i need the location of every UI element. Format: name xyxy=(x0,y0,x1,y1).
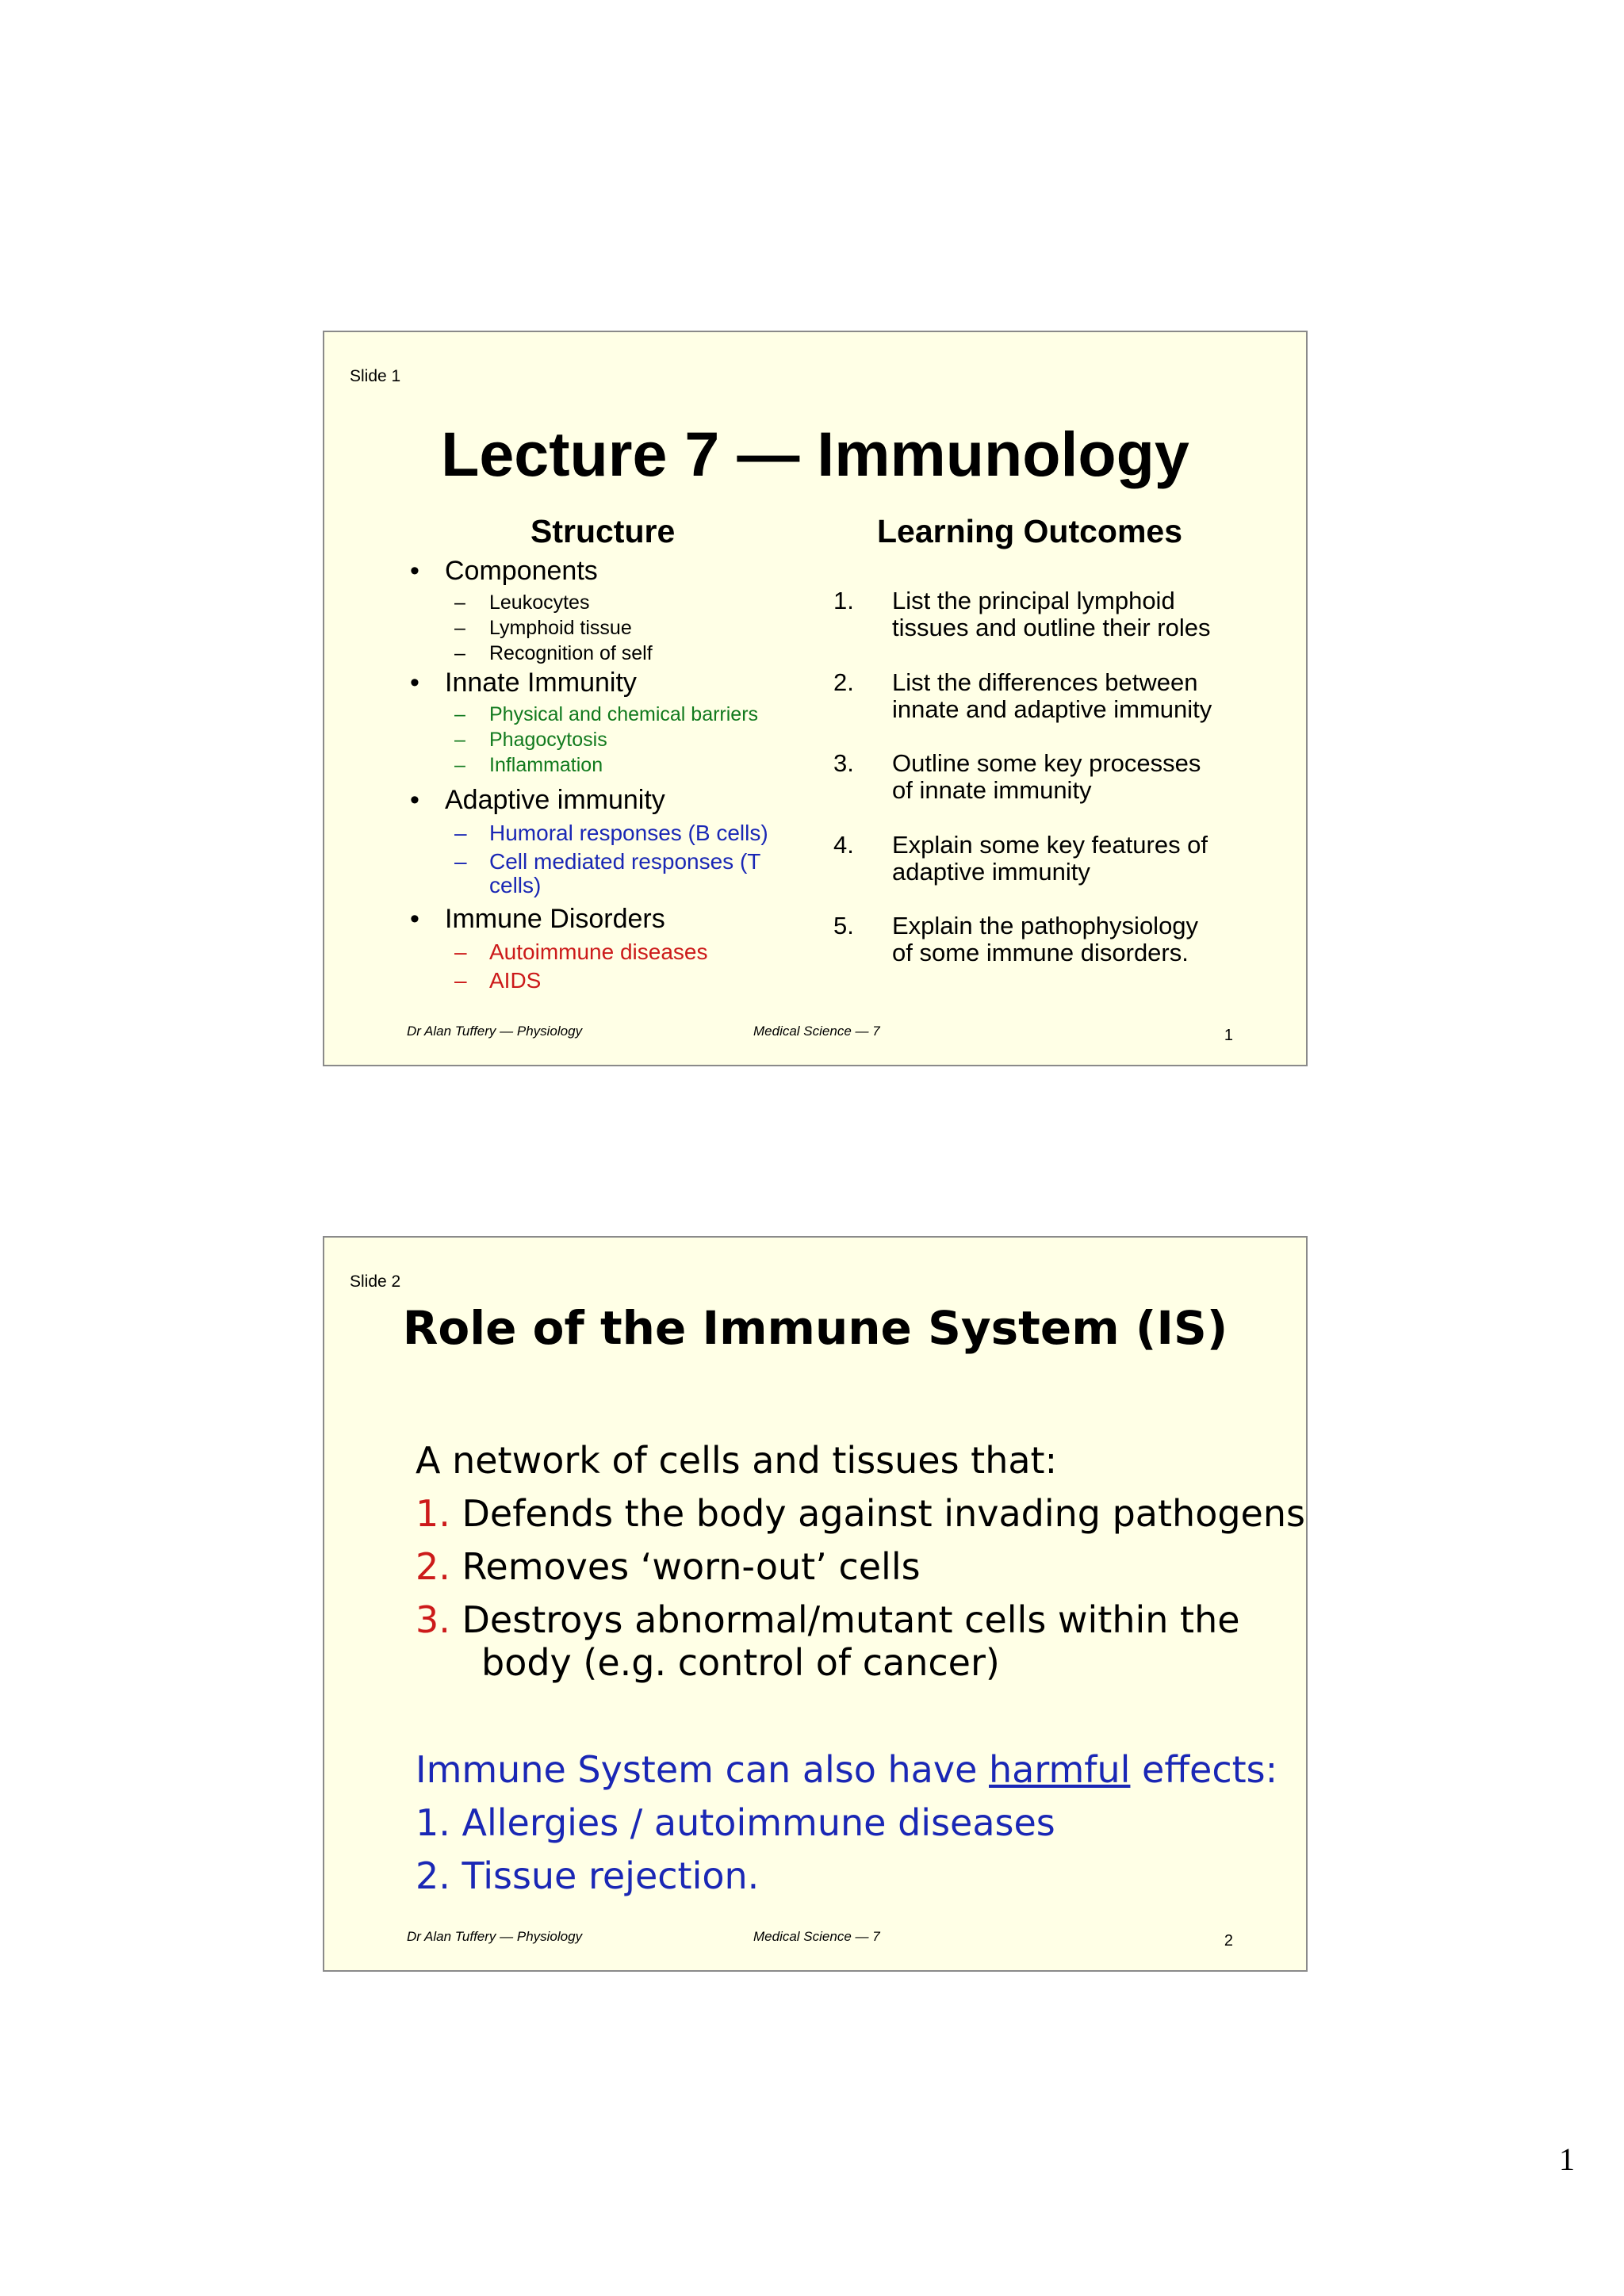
harm-item: 1. Allergies / autoimmune diseases xyxy=(416,1801,1055,1844)
slide-2 xyxy=(323,1236,1308,1972)
outcomes-heading: Learning Outcomes xyxy=(877,513,1183,549)
list-item: – Lymphoid tissue xyxy=(454,617,632,639)
section-innate: • Innate Immunity xyxy=(410,668,637,698)
outcome-item: 3. Outline some key processes of innate immunity xyxy=(833,749,1201,804)
list-item: – Cell mediated responses (T xyxy=(454,849,761,874)
footer-author: Dr Alan Tuffery — Physiology xyxy=(407,1929,583,1944)
slide-1 xyxy=(323,331,1308,1066)
structure-heading: Structure xyxy=(530,513,676,549)
list-item: – Autoimmune diseases xyxy=(454,939,708,964)
list-item: cells) xyxy=(489,873,542,897)
role-item: 1. Defends the body against invading pathogens xyxy=(416,1492,1305,1535)
harm-item: 2. Tissue rejection. xyxy=(416,1854,760,1897)
footer-course: Medical Science — 7 xyxy=(753,1929,880,1944)
role-item: 2. Removes ‘worn-out’ cells xyxy=(416,1545,921,1588)
intro-text: A network of cells and tissues that: xyxy=(416,1439,1058,1482)
outcome-item: 2. List the differences between innate and adaptive immunity xyxy=(833,668,1212,723)
list-item: – Inflammation xyxy=(454,754,603,776)
outcome-item: 4. Explain some key features of adaptive immunity xyxy=(833,831,1208,886)
section-disorders: • Immune Disorders xyxy=(410,904,665,934)
list-item: – Physical and chemical barriers xyxy=(454,703,759,725)
slide-title: Lecture 7 — Immunology xyxy=(441,419,1189,489)
page-number: 1 xyxy=(1559,2141,1575,2177)
list-item: – Phagocytosis xyxy=(454,729,607,751)
footer-course: Medical Science — 7 xyxy=(753,1024,880,1039)
outcome-item: 5. Explain the pathophysiology of some immune disorders. xyxy=(833,912,1199,966)
harm-heading: Immune System can also have harmful effects: xyxy=(416,1748,1278,1791)
slide-title: Role of the Immune System (IS) xyxy=(402,1301,1228,1355)
list-item: – Recognition of self xyxy=(454,642,653,664)
list-item: – Humoral responses (B cells) xyxy=(454,821,768,845)
outcome-item: 1. List the principal lymphoid tissues and outline their roles xyxy=(833,587,1211,641)
slide-label: Slide 2 xyxy=(350,1272,401,1291)
list-item: – Leukocytes xyxy=(454,591,590,614)
slide-page-number: 2 xyxy=(1224,1932,1233,1950)
list-item: – AIDS xyxy=(454,968,542,993)
section-adaptive: • Adaptive immunity xyxy=(410,785,665,815)
role-item: 3. Destroys abnormal/mutant cells within the xyxy=(416,1598,1240,1641)
footer-author: Dr Alan Tuffery — Physiology xyxy=(407,1024,583,1039)
harmful-word: harmful xyxy=(989,1748,1131,1791)
slide-label: Slide 1 xyxy=(350,367,401,385)
role-item-continuation: body (e.g. control of cancer) xyxy=(481,1641,1000,1684)
slide-page-number: 1 xyxy=(1224,1027,1233,1044)
section-components: • Components xyxy=(410,556,598,586)
